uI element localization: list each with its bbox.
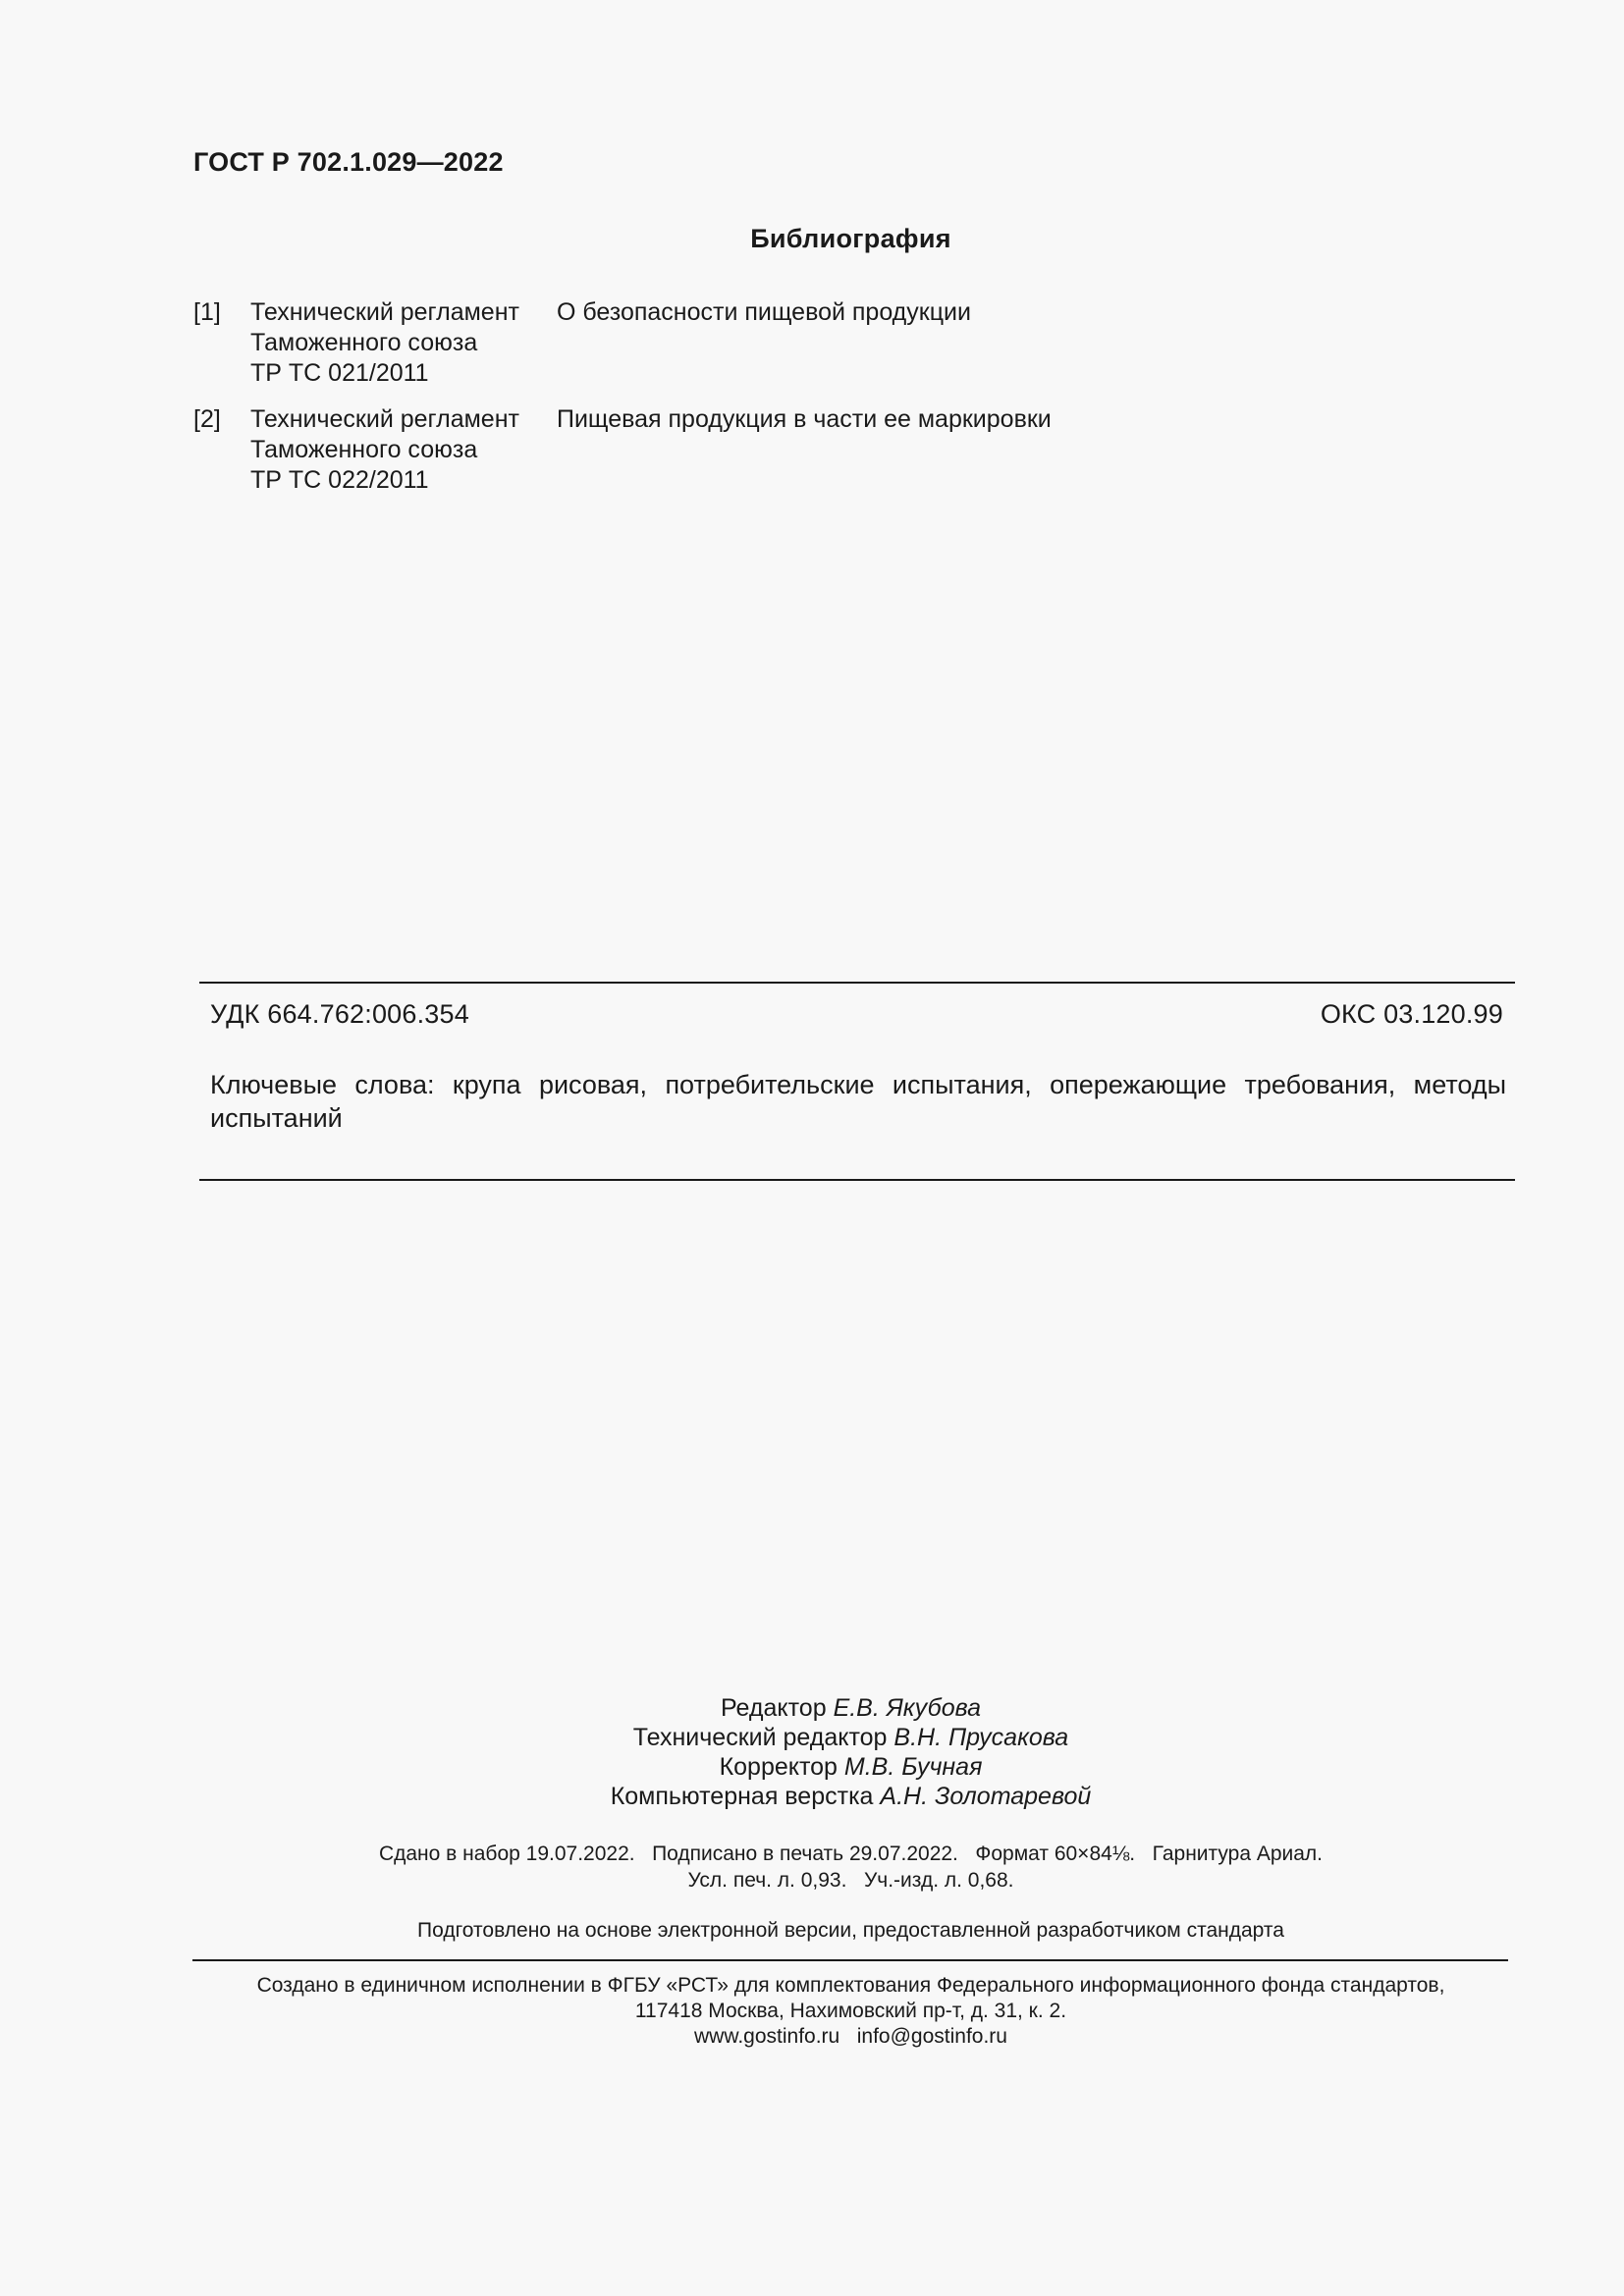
divider-middle bbox=[199, 1179, 1515, 1181]
credit-person: А.Н. Золотаревой bbox=[880, 1783, 1092, 1810]
credit-tech-editor bbox=[0, 1723, 1624, 1752]
print-info-line: Сдано в набор 19.07.2022. Подписано в печать 29.07.2022. Формат 60×84⅛. Гарнитура Ариал. bbox=[378, 1842, 1324, 1865]
bibliography-item-number: [1] bbox=[193, 298, 221, 326]
credit-role: Технический редактор bbox=[632, 1724, 888, 1751]
created-line: 117418 Москва, Нахимовский пр-т, д. 31, к. 2. bbox=[634, 2000, 1067, 2022]
bibliography-item-doc-line: Технический регламент bbox=[250, 405, 519, 433]
bibliography-item-document bbox=[250, 297, 574, 389]
bibliography-item-doc-line: ТР ТС 021/2011 bbox=[250, 359, 429, 387]
credit-person: Е.В. Якубова bbox=[833, 1694, 982, 1722]
bibliography-item bbox=[193, 404, 1470, 504]
credit-editor bbox=[0, 1693, 1624, 1723]
divider-bottom bbox=[192, 1959, 1508, 1961]
oks-code: ОКС 03.120.99 bbox=[1320, 999, 1503, 1029]
bibliography-item-document bbox=[250, 404, 574, 496]
bibliography-item-name: О безопасности пищевой продукции bbox=[557, 298, 971, 326]
bibliography-item-doc-line: Таможенного союза bbox=[250, 329, 478, 356]
credit-role: Компьютерная верстка bbox=[610, 1783, 874, 1810]
bibliography-item bbox=[193, 297, 1470, 397]
bibliography-item-doc-line: Таможенного союза bbox=[250, 436, 478, 463]
bibliography-item-doc-line: Технический регламент bbox=[250, 298, 519, 326]
print-info bbox=[0, 1841, 1624, 1894]
credit-corrector bbox=[0, 1752, 1624, 1782]
bibliography-item-doc-line: ТР ТС 022/2011 bbox=[250, 466, 429, 494]
contacts-line bbox=[0, 2024, 1624, 2050]
keywords: Ключевые слова: крупа рисовая, потребительские испытания, опережающие требования, методы испытаний bbox=[210, 1070, 1506, 1133]
credit-role: Корректор bbox=[719, 1753, 838, 1781]
bibliography-list bbox=[193, 297, 1470, 511]
bibliography-item-name: Пищевая продукция в части ее маркировки bbox=[557, 405, 1052, 433]
bibliography-title: Библиография bbox=[750, 224, 951, 253]
created-note bbox=[0, 1973, 1624, 2050]
bibliography-item-number: [2] bbox=[193, 405, 221, 433]
print-info-line: Усл. печ. л. 0,93. Уч.-изд. л. 0,68. bbox=[687, 1869, 1014, 1892]
udk-code: УДК 664.762:006.354 bbox=[210, 999, 469, 1029]
prepared-note: Подготовлено на основе электронной версии, предоставленной разработчиком стандарта bbox=[417, 1919, 1284, 1942]
website-link[interactable]: www.gostinfo.ru bbox=[694, 2025, 840, 2048]
credit-role: Редактор bbox=[720, 1694, 827, 1722]
credit-person: М.В. Бучная bbox=[843, 1753, 983, 1781]
credit-person: В.Н. Прусакова bbox=[893, 1724, 1069, 1751]
created-line: Создано в единичном исполнении в ФГБУ «РСТ» для комплектования Федерального информационного фонда стандартов, bbox=[256, 1974, 1445, 1997]
credit-layout bbox=[0, 1782, 1624, 1811]
document-code: ГОСТ Р 702.1.029—2022 bbox=[193, 147, 504, 177]
email-link[interactable]: info@gostinfo.ru bbox=[856, 2025, 1007, 2048]
divider-top bbox=[199, 982, 1515, 984]
credits-block bbox=[0, 1693, 1624, 1811]
